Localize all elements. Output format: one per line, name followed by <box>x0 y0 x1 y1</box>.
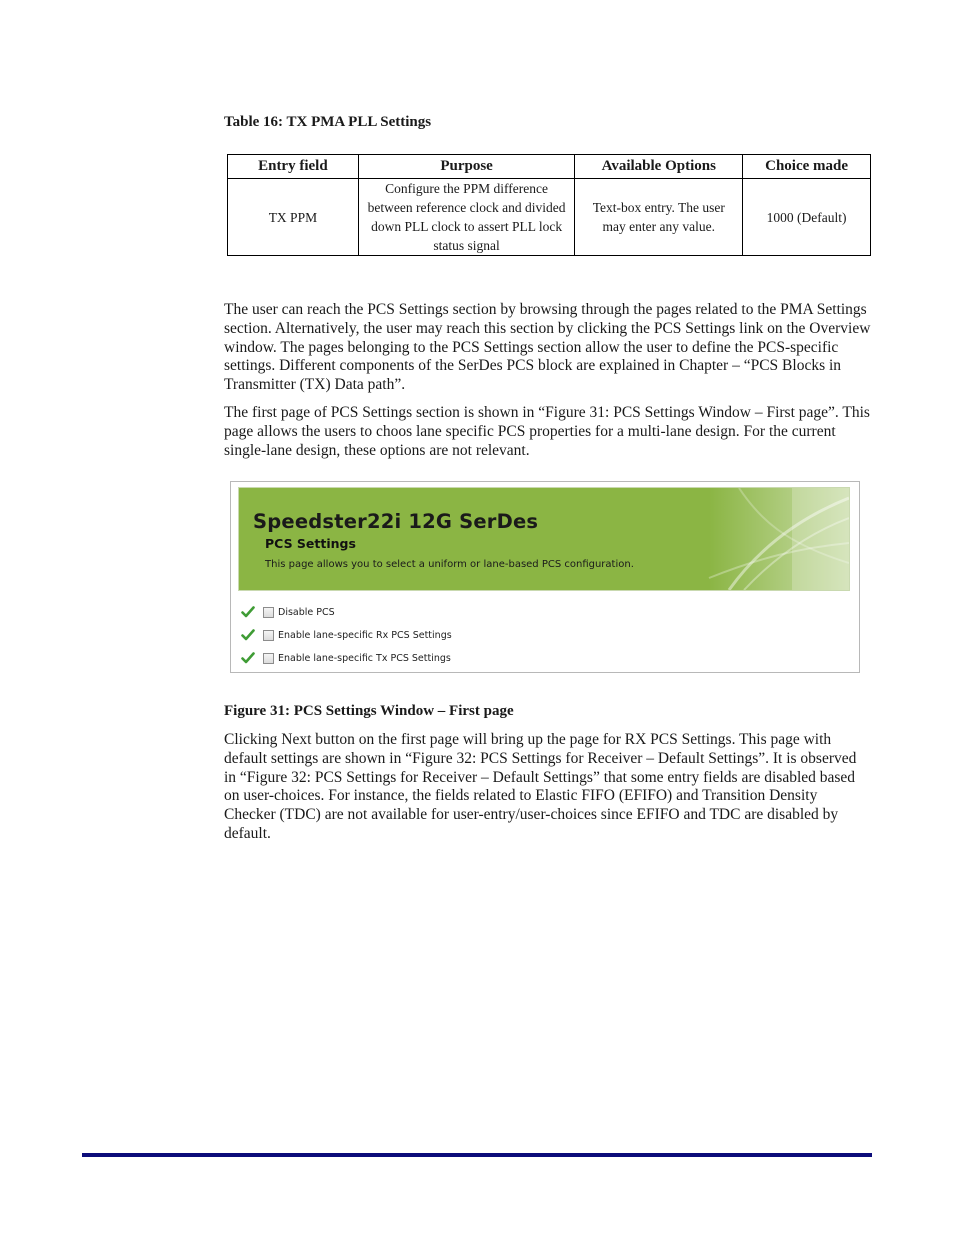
tx-pma-pll-settings-table <box>227 154 871 256</box>
lane-specific-tx-checkbox[interactable] <box>263 653 274 664</box>
figure-caption: Figure 31: PCS Settings Window – First page <box>224 703 514 719</box>
option-disable-pcs <box>241 604 335 620</box>
header-choice-made: Choice made <box>743 155 871 179</box>
table-header-row <box>228 155 871 179</box>
wizard-banner <box>239 488 849 590</box>
paragraph-first-page: The first page of PCS Settings section is shown in “Figure 31: PCS Settings Window – First page”. This page allows the users to choos lane specific PCS properties for a multi-lane design. For the current single-lane design, these options are not relevant. <box>224 404 870 459</box>
valid-check-icon <box>241 628 255 642</box>
header-entry-field: Entry field <box>228 155 359 179</box>
table-caption: Table 16: TX PMA PLL Settings <box>224 114 432 130</box>
disable-pcs-label: Disable PCS <box>278 606 335 618</box>
valid-check-icon <box>241 651 255 665</box>
banner-description: This page allows you to select a uniform or lane-based PCS configuration. <box>265 559 634 570</box>
option-lane-specific-rx <box>241 627 452 643</box>
cell-entry-field: TX PPM <box>228 179 359 256</box>
cell-purpose: Configure the PPM difference between reference clock and divided down PLL clock to assert PLL lock status signal <box>358 179 575 256</box>
valid-check-icon <box>241 605 255 619</box>
lane-specific-tx-label: Enable lane-specific Tx PCS Settings <box>278 652 451 664</box>
cell-choice-made: 1000 (Default) <box>743 179 871 256</box>
cell-available-options: Text-box entry. The user may enter any value. <box>575 179 743 256</box>
pcs-settings-window-screenshot <box>230 481 860 673</box>
banner-title: Speedster22i 12G SerDes <box>253 510 539 533</box>
header-available-options: Available Options <box>575 155 743 179</box>
lane-specific-rx-label: Enable lane-specific Rx PCS Settings <box>278 629 452 641</box>
paragraph-pcs-settings-intro: The user can reach the PCS Settings section by browsing through the pages related to the PMA Settings section. Alternatively, the user may reach this section by clicking the PCS Settings link on the Overview window. The pages belonging to the PCS Settings section allow the user to define the PCS-specific settings. Different components of the SerDes PCS block are explained in Chapter – “PCS Blocks in Transmitter (TX) Data path”. <box>224 301 871 394</box>
banner-subtitle: PCS Settings <box>265 536 356 551</box>
header-purpose: Purpose <box>358 155 575 179</box>
paragraph-rx-pcs-settings: Clicking Next button on the first page will bring up the page for RX PCS Settings. This page with default settings are shown in “Figure 32: PCS Settings for Receiver – Default Settings”. It is observed in “Figure 32: PCS Settings for Receiver – Default Settings” that some entry fields are disabled based on user-choices. For instance, the fields related to Elastic FIFO (EFIFO) and Transition Density Checker (TDC) are not available for user-entry/user-choices since EFIFO and TDC are disabled by default. <box>224 731 857 842</box>
disable-pcs-checkbox[interactable] <box>263 607 274 618</box>
table-row <box>228 179 871 256</box>
option-lane-specific-tx <box>241 650 451 666</box>
footer-rule <box>82 1153 872 1157</box>
lane-specific-rx-checkbox[interactable] <box>263 630 274 641</box>
